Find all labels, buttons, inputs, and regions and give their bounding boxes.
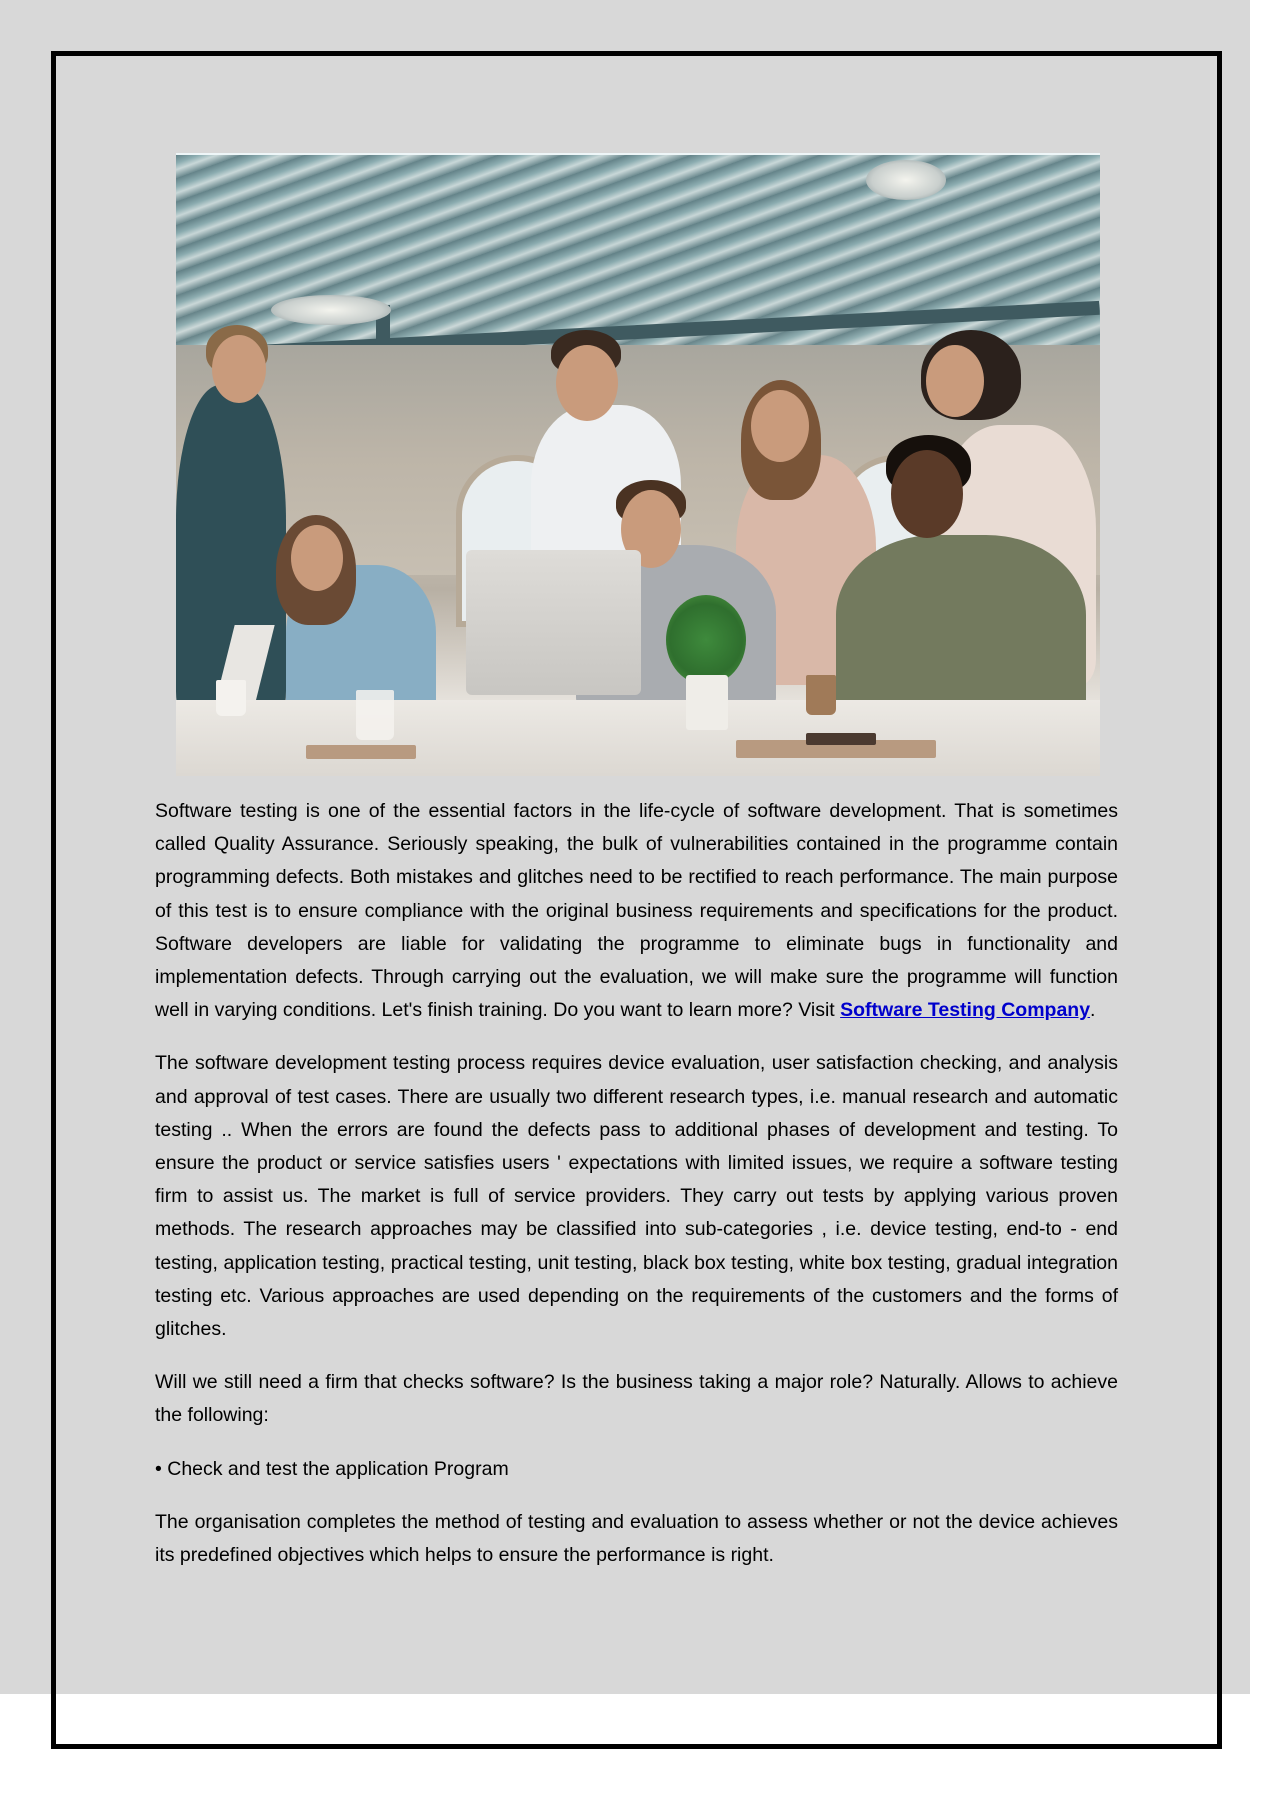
paragraph-intro bbox=[155, 795, 1118, 1027]
photo-plant bbox=[666, 595, 746, 685]
photo-book bbox=[806, 733, 876, 745]
photo-plant-pot bbox=[686, 675, 728, 730]
photo-book bbox=[306, 745, 416, 759]
photo-coffee-cup bbox=[806, 675, 836, 715]
photo-head bbox=[751, 390, 809, 462]
photo-ceiling-lamp bbox=[866, 160, 946, 200]
article-body bbox=[155, 795, 1118, 1592]
bullet-check-and-test: • Check and test the application Program bbox=[155, 1457, 509, 1480]
photo-pen-holder bbox=[356, 690, 394, 740]
photo-ceiling-lamp bbox=[271, 295, 391, 325]
photo-cup bbox=[216, 680, 246, 716]
paragraph-organisation: The organisation completes the method of testing and evaluation to assess whether or not the device achieves its predefined objectives which helps to ensure the performance is right. bbox=[155, 1510, 1118, 1567]
paragraph-testing-process: The software development testing process requires device evaluation, user satisfaction checking, and analysis and approval of test cases. There are usually two different research types, i.e. manual research and automatic testing .. When the errors are found the defects pass to additional phases of development and testing. To ensure the product or service satisfies users ' expectations with limited issues, we require a software testing firm to assist us. The market is full of service providers. They carry out tests by applying various proven methods. The research approaches may be classified into sub-categories , i.e. device testing, end-to - end testing, application testing, practical testing, unit testing, black box testing, white box testing, gradual integration testing etc. Various approaches are used depending on the requirements of the customers and the forms of glitches. bbox=[155, 1052, 1118, 1341]
software-testing-company-link[interactable]: Software Testing Company bbox=[840, 999, 1091, 1022]
photo-table bbox=[176, 700, 1100, 776]
photo-head bbox=[212, 335, 266, 403]
photo-laptop bbox=[466, 550, 641, 695]
photo-head bbox=[556, 345, 618, 421]
header-photo bbox=[176, 153, 1100, 776]
paragraph-intro-period: . bbox=[1090, 999, 1096, 1022]
paragraph-intro-text: Software testing is one of the essential factors in the life-cycle of software development. That is sometimes called Quality Assurance. Seriously speaking, the bulk of vulnerabilities contained in the programme contain programming defects. Both mistakes and glitches need to be rectified to reach performance. The main purpose of this test is to ensure compliance with the original business requirements and specifications for the product. Software developers are liable for validating the programme to eliminate bugs in functionality and implementation defects. Through carrying out the evaluation, we will make sure the programme will function well in varying conditions. Let's finish training. Do you want to learn more? Visit bbox=[155, 800, 1118, 1022]
photo-head bbox=[891, 450, 963, 538]
photo-head bbox=[291, 525, 343, 591]
paragraph-need-firm: Will we still need a firm that checks software? Is the business taking a major role? Naturally. Allows to achieve the following: bbox=[155, 1371, 1118, 1427]
photo-head bbox=[926, 345, 984, 417]
